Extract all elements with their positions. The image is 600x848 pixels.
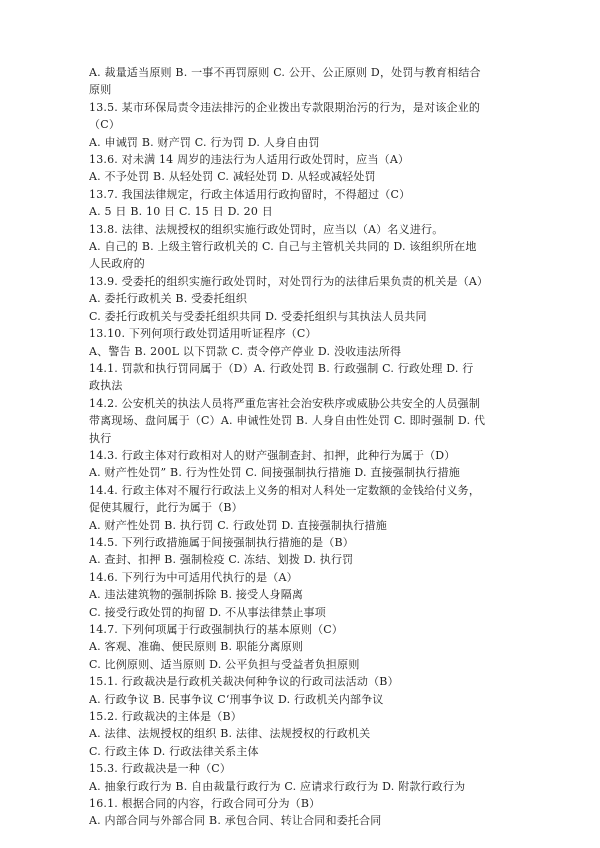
text-line: A. 客观、准确、便民原则 B. 职能分离原则 xyxy=(89,640,304,654)
text-line: 14.1. 罚款和执行罚同属于（D）A. 行政处罚 B. 行政强制 C. 行政处理 D. 行 xyxy=(89,361,474,375)
text-line: 14.6. 下列行为中可适用代执行的是（A） xyxy=(89,570,298,584)
text-line: 15.1. 行政裁决是行政机关裁决何种争议的行政司法活动（B） xyxy=(89,675,399,689)
text-line: 13.9. 受委托的组织实施行政处罚时，对处罚行为的法律后果负责的机关是（A） xyxy=(89,274,489,288)
text-line: 带离现场、盘问属于（C）A. 申诫性处罚 B. 人身自由性处罚 C. 即时强制 D. 代 xyxy=(89,414,486,428)
text-line: A. 不予处罚 B. 从轻处罚 C. 减轻处罚 D. 从轻或减轻处罚 xyxy=(89,170,376,184)
text-line: A. 抽象行政行为 B. 自由裁量行政行为 C. 应请求行政行为 D. 附款行政行为 xyxy=(89,779,466,793)
text-line: 15.2. 行政裁决的主体是（B） xyxy=(89,710,242,724)
text-line: 原则 xyxy=(89,83,112,97)
text-line: 政执法 xyxy=(89,379,123,393)
text-line: 促使其履行，此行为属于（B） xyxy=(89,501,243,515)
text-line: C. 行政主体 D. 行政法律关系主体 xyxy=(89,744,259,758)
text-line: 15.3. 行政裁决是一种（C） xyxy=(89,762,232,776)
text-line: A. 内部合同与外部合同 B. 承包合同、转让合同和委托合同 xyxy=(89,814,382,828)
text-line: C. 接受行政处罚的拘留 D. 不从事法律禁止事项 xyxy=(89,605,326,619)
text-line: 13.10. 下列何项行政处罚适用听证程序（C） xyxy=(89,327,317,341)
document-body xyxy=(89,64,514,830)
text-line: 14.3. 行政主体对行政相对人的财产强制查封、扣押，此种行为属于（D） xyxy=(89,448,456,462)
text-line: 13.7. 我国法律规定，行政主体适用行政拘留时，不得超过（C） xyxy=(89,187,411,201)
text-line: A. 5 日 B. 10 日 C. 15 日 D. 20 日 xyxy=(89,205,273,219)
text-line: 14.7. 下列何项属于行政强制执行的基本原则（C） xyxy=(89,623,344,636)
text-line: A. 法律、法规授权的组织 B. 法律、法规授权的行政机关 xyxy=(89,727,371,741)
text-line: A. 财产性处罚 B. 执行罚 C. 行政处罚 D. 直接强制执行措施 xyxy=(89,518,387,532)
text-line: 13.5. 某市环保局责令违法排污的企业拨出专款限期治污的行为，是对该企业的 xyxy=(89,100,481,114)
text-line: A. 违法建筑物的强制拆除 B. 接受人身隔离 xyxy=(89,588,304,602)
text-line: 13.6. 对未满 14 周岁的违法行为人适用行政处罚时，应当（A） xyxy=(89,153,410,167)
text-line: 14.2. 公安机关的执法人员将严重危害社会治安秩序或威胁公共安全的人员强制 xyxy=(89,396,481,410)
text-line: 16.1. 根据合同的内容，行政合同可分为（B） xyxy=(89,797,321,811)
text-line: A. 自己的 B. 上级主管行政机关的 C. 自己与主管机关共同的 D. 该组织所在地 xyxy=(89,240,477,254)
text-line: A. 申诫罚 B. 财产罚 C. 行为罚 D. 人身自由罚 xyxy=(89,135,320,149)
text-line: 人民政府的 xyxy=(89,257,145,271)
text-line: A. 委托行政机关 B. 受委托组织 xyxy=(89,292,248,306)
text-line: A. 行政争议 B. 民事争议 C‘刑事争议 D. 行政机关内部争议 xyxy=(89,692,384,706)
text-line: （C） xyxy=(89,118,121,132)
text-line: A. 查封、扣押 B. 强制检疫 C. 冻结、划拨 D. 执行罚 xyxy=(89,553,354,567)
text-line: 13.8. 法律、法规授权的组织实施行政处罚时，应当以（A）名义进行。 xyxy=(89,222,444,236)
text-line: A. 裁量适当原则 B. 一事不再罚原则 C. 公开、公正原则 D，处罚与教育相结合 xyxy=(89,66,481,79)
text-line: 14.4. 行政主体对不履行行政法上义务的相对人科处一定数额的金钱给付义务， xyxy=(89,483,481,497)
text-line: 执行 xyxy=(89,431,112,445)
text-line: A. 财产性处罚” B. 行为性处罚 C. 间接强制执行措施 D. 直接强制执行措施 xyxy=(89,466,460,480)
text-line: C. 委托行政机关与受委托组织共同 D. 受委托组织与其执法人员共同 xyxy=(89,309,427,323)
text-line: C. 比例原则、适当原则 D. 公平负担与受益者负担原则 xyxy=(89,657,360,671)
text-line: 14.5. 下列行政措施属于间接强制执行措施的是（B） xyxy=(89,535,354,549)
text-line: A、警告 B. 200L 以下罚款 C. 责令停产停业 D. 没收违法所得 xyxy=(89,344,402,358)
